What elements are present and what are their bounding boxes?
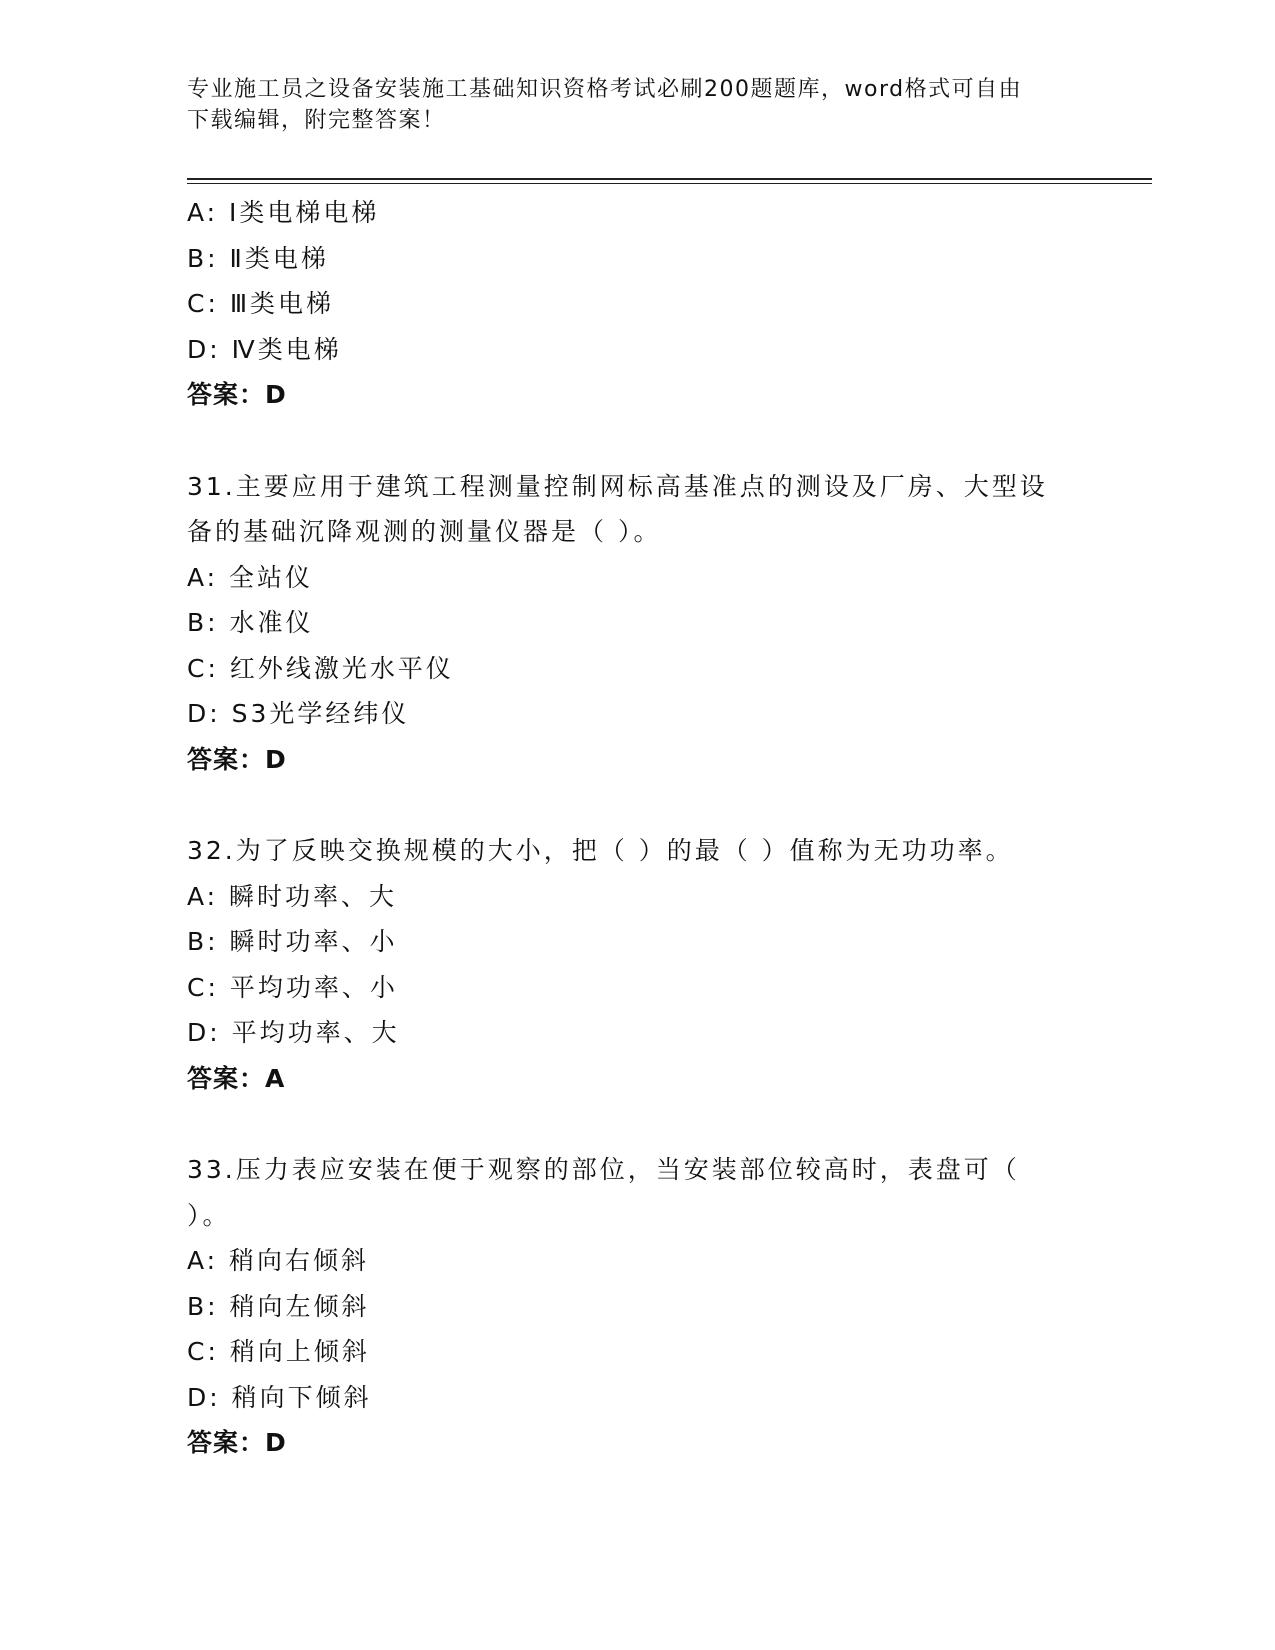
answer-line: 答案：D: [187, 380, 287, 409]
answer-line: 答案：A: [187, 1063, 286, 1093]
option-a: A: 瞬时功率、大: [187, 881, 398, 911]
option-d: D: Ⅳ类电梯: [187, 334, 342, 364]
question-spacer: [187, 782, 1087, 828]
header-title-line-2: 下载编辑，附完整答案！: [187, 108, 446, 133]
question-block-32: [187, 828, 1087, 1101]
question-block-33: [187, 1147, 1087, 1466]
option-c: C: 平均功率、小: [187, 972, 398, 1002]
option-b: B: Ⅱ类电梯: [187, 243, 329, 273]
question-stem-line-1: 31.主要应用于建筑工程测量控制网标高基准点的测设及厂房、大型设: [187, 471, 1048, 501]
option-d: D: S3光学经纬仪: [187, 699, 410, 728]
question-stem-line-1: 33.压力表应安装在便于观察的部位，当安装部位较高时，表盘可（: [187, 1155, 1020, 1184]
document-header: [187, 74, 1067, 136]
question-spacer: [187, 418, 1087, 464]
option-d: D: 稍向下倾斜: [187, 1382, 372, 1412]
question-block-31: [187, 464, 1087, 783]
option-a: A: 稍向右倾斜: [187, 1246, 370, 1275]
question-stem-line-2: 备的基础沉降观测的测量仪器是（ ）。: [187, 517, 662, 546]
header-title-line-1: 专业施工员之设备安装施工基础知识资格考试必刷200题题库，word格式可自由: [187, 77, 1023, 102]
option-d: D: 平均功率、大: [187, 1018, 400, 1047]
header-divider-thick: [187, 178, 1152, 180]
question-list: [187, 190, 1087, 1466]
option-a: A: Ⅰ类电梯电梯: [187, 198, 380, 227]
answer-line: 答案：D: [187, 1428, 287, 1457]
option-c: C: 红外线激光水平仪: [187, 653, 454, 683]
question-stem-line-1: 32.为了反映交换规模的大小，把（ ）的最（ ）值称为无功功率。: [187, 836, 1014, 865]
header-divider-thin: [187, 183, 1152, 184]
option-c: C: 稍向上倾斜: [187, 1337, 370, 1366]
option-b: B: 稍向左倾斜: [187, 1291, 370, 1321]
option-a: A: 全站仪: [187, 562, 314, 592]
option-c: C: Ⅲ类电梯: [187, 289, 335, 318]
question-block-partial: [187, 190, 1087, 418]
question-stem-line-2: ）。: [187, 1200, 231, 1230]
option-b: B: 水准仪: [187, 608, 314, 637]
answer-line: 答案：D: [187, 744, 287, 774]
option-b: B: 瞬时功率、小: [187, 927, 398, 956]
question-spacer: [187, 1101, 1087, 1147]
